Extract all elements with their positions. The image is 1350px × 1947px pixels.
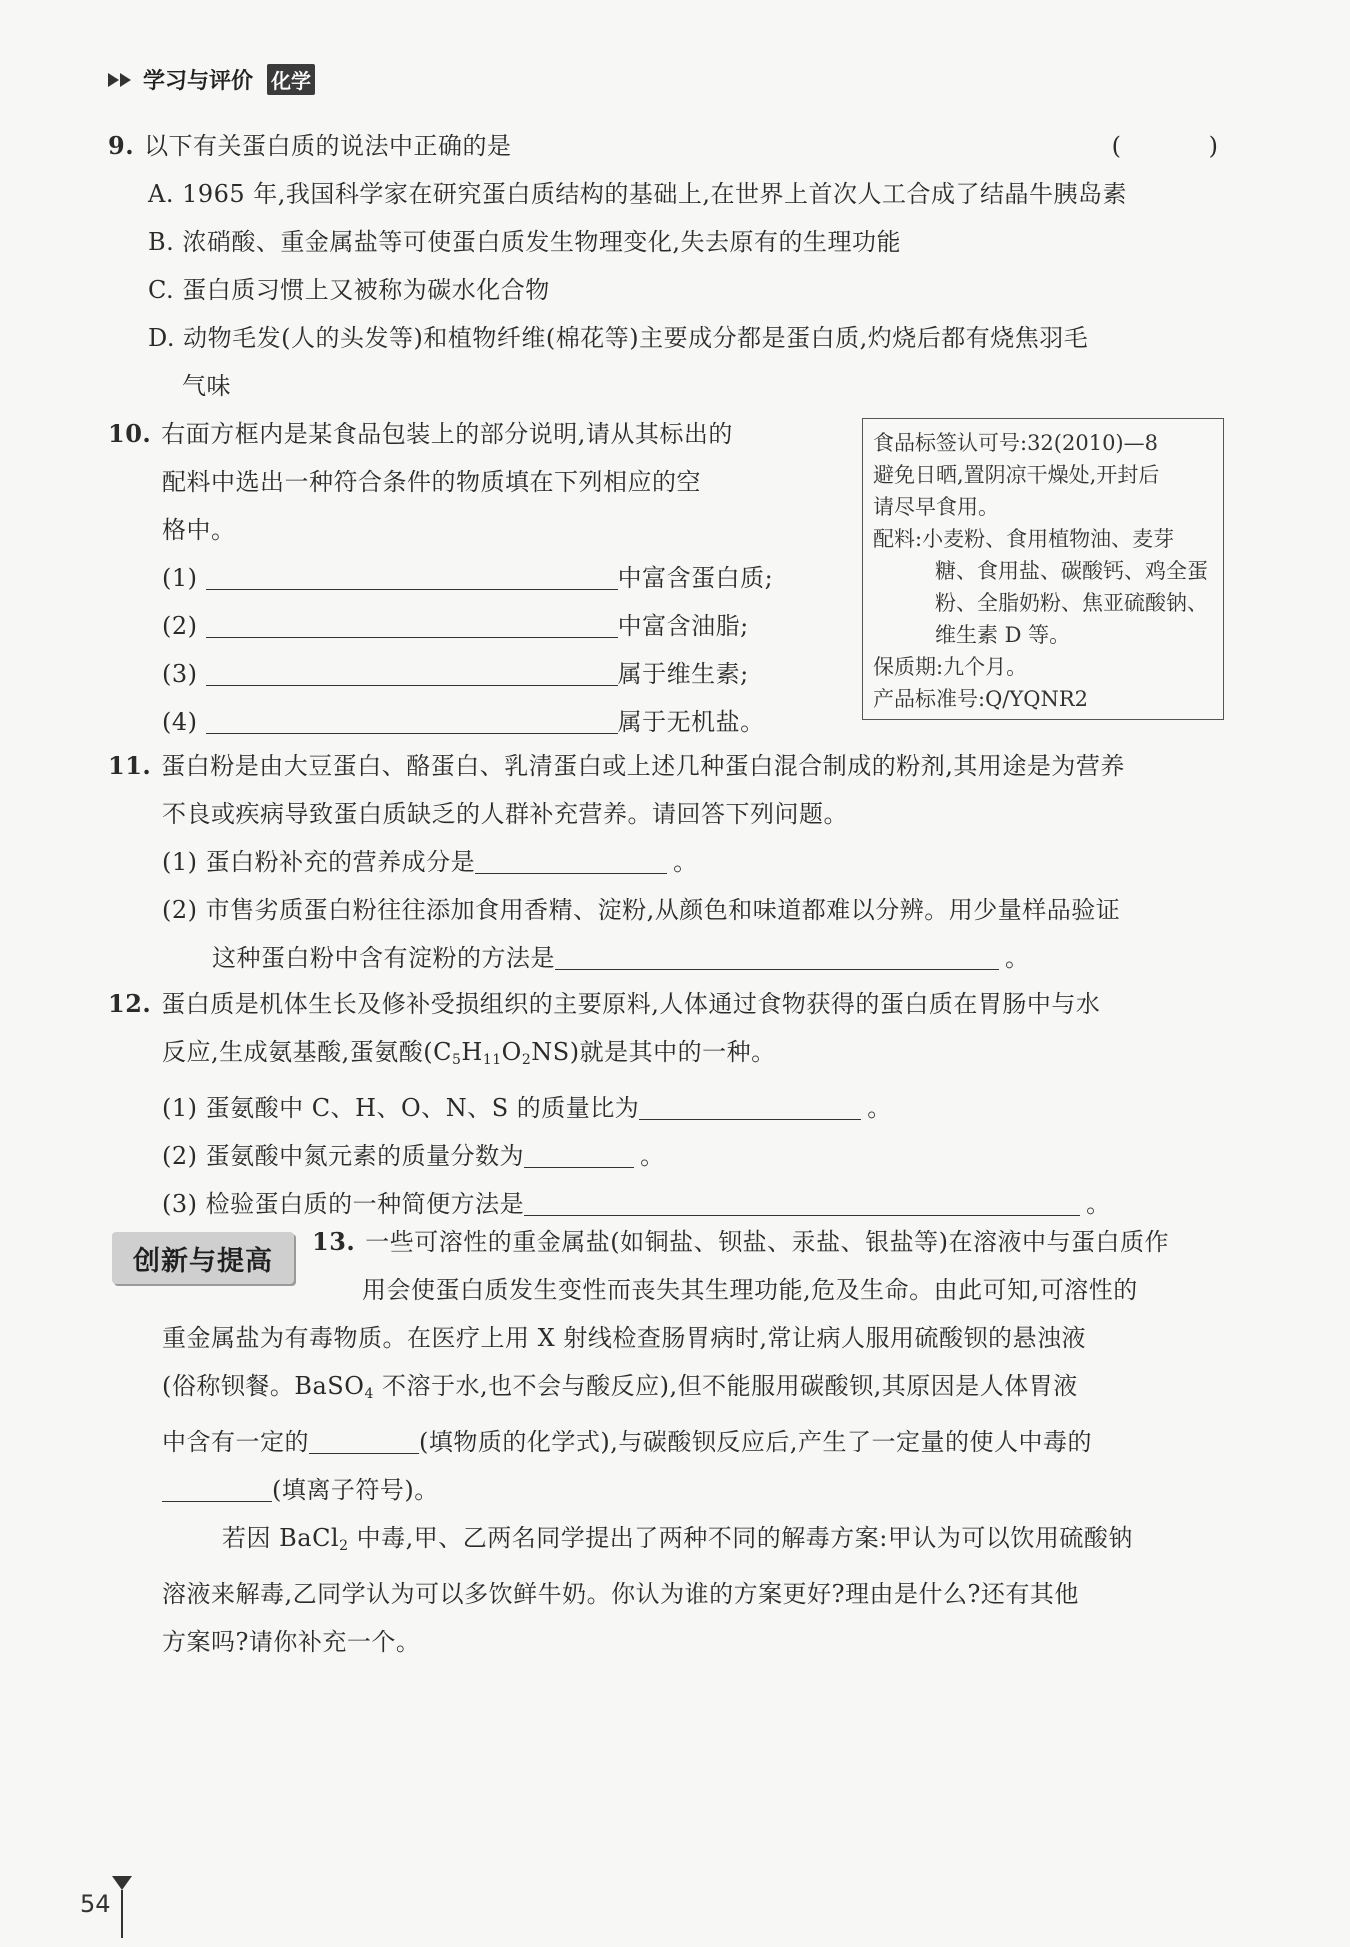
fill-suffix: 中富含油脂; — [617, 612, 749, 640]
double-arrow-icon — [108, 73, 131, 87]
question-stem-line: 不良或疾病导致蛋白质缺乏的人群补充营养。请回答下列问题。 — [162, 800, 848, 828]
fill-label: (3) — [162, 660, 198, 688]
fill-label: (1) — [162, 564, 198, 592]
question-stem-line — [108, 1028, 1258, 1084]
label-line: 维生素 D 等。 — [935, 623, 1071, 647]
answer-blank[interactable] — [206, 611, 618, 638]
question-line — [108, 1362, 1258, 1418]
sub-question-1 — [108, 838, 1258, 886]
fill-item-4 — [108, 698, 848, 746]
fill-item-3 — [108, 650, 848, 698]
question-10 — [108, 410, 848, 746]
fill-suffix: 属于无机盐。 — [617, 708, 765, 736]
period: 。 — [1086, 1190, 1111, 1218]
label-line: 请尽早食用。 — [873, 495, 999, 519]
formula-part: H — [461, 1038, 483, 1066]
period: 。 — [1005, 944, 1030, 972]
question-line: 溶液来解毒,乙同学认为可以多饮鲜牛奶。你认为谁的方案更好?理由是什么?还有其他 — [162, 1580, 1079, 1608]
sub-question-1 — [108, 1084, 1258, 1132]
section-badge: 创新与提高 — [112, 1232, 294, 1284]
question-13 — [108, 1218, 1258, 1666]
formula-part: O — [501, 1038, 522, 1066]
sub-question-text: (3) 检验蛋白质的一种简便方法是 — [162, 1190, 525, 1218]
answer-blank[interactable] — [475, 847, 667, 874]
question-11 — [108, 742, 1258, 982]
question-stem-line: 蛋白粉是由大豆蛋白、酪蛋白、乳清蛋白或上述几种蛋白混合制成的粉剂,其用途是为营养 — [161, 752, 1125, 780]
question-stem-line: 配料中选出一种符合条件的物质填在下列相应的空 — [162, 468, 701, 496]
answer-blank[interactable] — [206, 659, 618, 686]
question-line — [108, 1418, 1258, 1466]
subscript: 5 — [451, 1052, 462, 1068]
question-number: 13. — [312, 1227, 356, 1256]
answer-blank[interactable] — [524, 1141, 634, 1168]
label-line: 产品标准号:Q/YQNR2 — [873, 687, 1088, 711]
food-label-box — [862, 418, 1224, 720]
answer-parentheses[interactable]: ( ) — [1111, 132, 1258, 160]
page-divider — [121, 1890, 123, 1938]
text: 若因 BaCl — [222, 1524, 340, 1552]
label-line: 食品标签认可号:32(2010)—8 — [873, 431, 1158, 455]
question-number: 11. — [108, 751, 152, 780]
question-number: 12. — [108, 989, 152, 1018]
label-line: 保质期:九个月。 — [873, 655, 1028, 679]
stem-text: 反应,生成氨基酸,蛋氨酸(C — [162, 1038, 452, 1066]
question-stem-line: 右面方框内是某食品包装上的部分说明,请从其标出的 — [161, 420, 733, 448]
option-d[interactable]: D. 动物毛发(人的头发等)和植物纤维(棉花等)主要成分都是蛋白质,灼烧后都有烧焦羽毛 — [148, 324, 1089, 352]
label-line: 配料:小麦粉、食用植物油、麦芽 — [873, 527, 1175, 551]
question-line: 方案吗?请你补充一个。 — [162, 1628, 421, 1656]
text: (填物质的化学式),与碳酸钡反应后,产生了一定量的使人中毒的 — [419, 1428, 1092, 1456]
question-stem: 以下有关蛋白质的说法中正确的是 — [144, 132, 512, 160]
question-12 — [108, 980, 1258, 1228]
sub-question-2 — [108, 1132, 1258, 1180]
answer-blank[interactable] — [206, 707, 618, 734]
page-header — [108, 64, 315, 95]
question-stem-line: 格中。 — [162, 516, 236, 544]
fill-label: (4) — [162, 708, 198, 736]
question-line: 用会使蛋白质发生变性而丧失其生理功能,危及生命。由此可知,可溶性的 — [362, 1276, 1138, 1304]
question-number: 10. — [108, 419, 152, 448]
fill-suffix: 中富含蛋白质; — [617, 564, 774, 592]
sub-question-2-cont — [108, 934, 1258, 982]
period: 。 — [640, 1142, 665, 1170]
option-c[interactable]: C. 蛋白质习惯上又被称为碳水化合物 — [148, 276, 550, 304]
subscript: 2 — [521, 1052, 532, 1068]
fill-item-2 — [108, 602, 848, 650]
subscript: 11 — [482, 1052, 502, 1068]
question-number: 9. — [108, 131, 135, 160]
sub-question-text: (1) 蛋氨酸中 C、H、O、N、S 的质量比为 — [162, 1094, 640, 1122]
subject-label: 化学 — [267, 64, 315, 95]
question-stem-line: 蛋白质是机体生长及修补受损组织的主要原料,人体通过食物获得的蛋白质在胃肠中与水 — [161, 990, 1101, 1018]
text: 中毒,甲、乙两名同学提出了两种不同的解毒方案:甲认为可以饮用硫酸钠 — [348, 1524, 1133, 1552]
label-line: 避免日晒,置阴凉干燥处,开封后 — [873, 463, 1160, 487]
text: (填离子符号)。 — [272, 1476, 439, 1504]
question-line — [108, 1466, 1258, 1514]
answer-blank[interactable] — [639, 1093, 861, 1120]
sub-question-2: (2) 市售劣质蛋白粉往往添加食用香精、淀粉,从颜色和味道都难以分辨。用少量样品验证 — [162, 896, 1121, 924]
answer-blank[interactable] — [555, 943, 999, 970]
book-title: 学习与评价 — [143, 69, 254, 94]
fill-label: (2) — [162, 612, 198, 640]
text: 中含有一定的 — [162, 1428, 309, 1456]
text: (俗称钡餐。BaSO — [162, 1372, 365, 1400]
label-line: 糖、食用盐、碳酸钙、鸡全蛋 — [935, 559, 1208, 583]
question-line: 重金属盐为有毒物质。在医疗上用 X 射线检查肠胃病时,常让病人服用硫酸钡的悬浊液 — [162, 1324, 1086, 1352]
sub-question-text: (1) 蛋白粉补充的营养成分是 — [162, 848, 476, 876]
subscript: 2 — [339, 1538, 349, 1554]
option-d-continued: 气味 — [182, 372, 231, 400]
answer-blank[interactable] — [162, 1475, 272, 1502]
sub-question-text: (2) 蛋氨酸中氮元素的质量分数为 — [162, 1142, 525, 1170]
sub-question-text: 这种蛋白粉中含有淀粉的方法是 — [212, 944, 555, 972]
option-a[interactable]: A. 1965 年,我国科学家在研究蛋白质结构的基础上,在世界上首次人工合成了结晶牛胰岛素 — [148, 180, 1128, 208]
label-line: 粉、全脂奶粉、焦亚硫酸钠、 — [935, 591, 1208, 615]
stem-text: NS)就是其中的一种。 — [531, 1038, 776, 1066]
answer-blank[interactable] — [206, 563, 618, 590]
period: 。 — [867, 1094, 892, 1122]
question-line: 一些可溶性的重金属盐(如铜盐、钡盐、汞盐、银盐等)在溶液中与蛋白质作 — [365, 1228, 1169, 1256]
option-b[interactable]: B. 浓硝酸、重金属盐等可使蛋白质发生物理变化,失去原有的生理功能 — [148, 228, 902, 256]
answer-blank[interactable] — [524, 1189, 1080, 1216]
page-marker-icon — [112, 1876, 132, 1890]
page-number: 54 — [80, 1890, 111, 1918]
question-line — [108, 1514, 1258, 1570]
subscript: 4 — [364, 1386, 374, 1402]
fill-suffix: 属于维生素; — [617, 660, 749, 688]
text: 不溶于水,也不会与酸反应),但不能服用碳酸钡,其原因是人体胃液 — [373, 1372, 1078, 1400]
period: 。 — [673, 848, 698, 876]
answer-blank[interactable] — [309, 1427, 419, 1454]
fill-item-1 — [108, 554, 848, 602]
question-9 — [108, 122, 1258, 410]
